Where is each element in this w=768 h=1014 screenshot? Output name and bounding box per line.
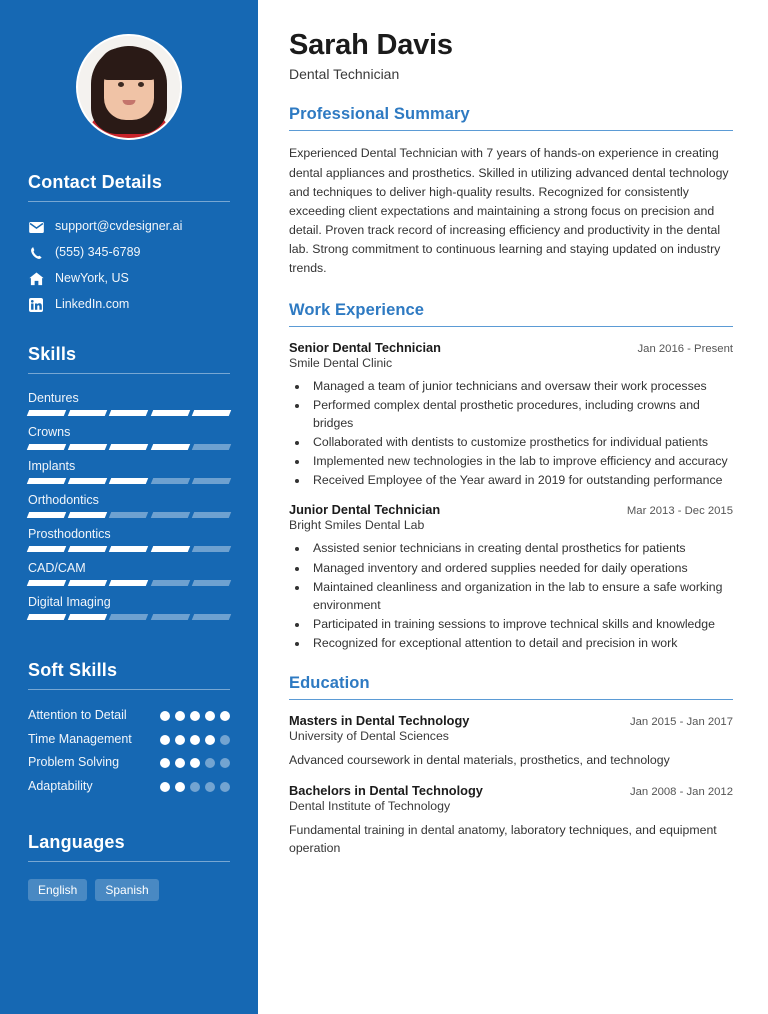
rating-dot	[220, 711, 230, 721]
skill-level-bar	[28, 444, 230, 450]
skill-level-bar	[28, 580, 230, 586]
rating-dot	[205, 735, 215, 745]
section-work-experience	[289, 301, 733, 652]
soft-skill-rating	[160, 707, 230, 721]
soft-skills-heading: Soft Skills	[28, 660, 118, 680]
skill-name: CAD/CAM	[28, 561, 86, 575]
education-entry	[289, 713, 733, 769]
soft-skill-item	[28, 707, 230, 724]
rating-dot	[175, 782, 185, 792]
list-item: • Recognized for exceptional attention to detail and precision in work	[309, 634, 733, 652]
avatar	[76, 34, 182, 140]
list-item: • Managed inventory and ordered supplies needed for daily operations	[309, 559, 733, 577]
rating-dot	[205, 758, 215, 768]
work-entry	[289, 502, 733, 651]
contact-phone-text: (555) 345-6789	[55, 245, 141, 260]
skill-segment	[68, 444, 108, 450]
page-title: Sarah Davis	[289, 29, 453, 61]
skill-segment	[150, 444, 190, 450]
skill-segment	[27, 580, 67, 586]
skill-segment	[192, 580, 232, 586]
skill-item	[28, 595, 230, 620]
job-title: Dental Technician	[289, 65, 400, 82]
education-entry-degree: Bachelors in Dental Technology	[289, 782, 483, 798]
education-entry-date: Jan 2015 - Jan 2017	[629, 716, 733, 729]
skill-item	[28, 561, 230, 586]
list-item: • Maintained cleanliness and organization in the lab to ensure a safe working environment	[309, 578, 733, 614]
skill-segment	[192, 410, 232, 416]
professional-summary-heading: Professional Summary	[289, 104, 470, 123]
section-education	[289, 674, 733, 858]
rating-dot	[190, 735, 200, 745]
work-entry	[289, 340, 733, 489]
rating-dot	[220, 782, 230, 792]
list-item: • Performed complex dental prosthetic procedures, including crowns and bridges	[309, 396, 733, 432]
skills-heading: Skills	[28, 344, 77, 364]
skill-segment	[27, 410, 67, 416]
main-content	[258, 0, 768, 1014]
skill-segment	[109, 580, 149, 586]
language-chip: English	[28, 879, 87, 901]
languages-divider	[28, 861, 230, 862]
skill-name: Dentures	[28, 391, 79, 405]
soft-skill-item	[28, 754, 230, 771]
skill-name: Digital Imaging	[28, 595, 111, 609]
contact-item-location[interactable]	[28, 271, 230, 287]
contact-linkedin-text: LinkedIn.com	[55, 297, 130, 312]
skill-level-bar	[28, 546, 230, 552]
skills-divider	[28, 373, 230, 374]
work-entry-header	[289, 340, 733, 355]
skill-segment	[150, 546, 190, 552]
rating-dot	[220, 758, 230, 768]
language-chip: Spanish	[95, 879, 158, 901]
linkedin-icon	[28, 297, 44, 313]
work-entry-bullets	[289, 539, 733, 651]
rating-dot	[160, 758, 170, 768]
list-item: • Managed a team of junior technicians and oversaw their work processes	[309, 377, 733, 395]
phone-icon	[28, 245, 44, 261]
rating-dot	[160, 711, 170, 721]
contact-list	[28, 219, 230, 313]
rating-dot	[175, 711, 185, 721]
contact-email-text: support@cvdesigner.ai	[55, 219, 183, 234]
work-entry-date: Mar 2013 - Dec 2015	[626, 505, 733, 518]
skill-segment	[150, 410, 190, 416]
work-entry-bullets	[289, 377, 733, 489]
skill-segment	[150, 614, 190, 620]
work-entry-header	[289, 502, 733, 517]
skill-segment	[27, 614, 67, 620]
education-entry-degree: Masters in Dental Technology	[289, 713, 470, 729]
skill-segment	[68, 580, 108, 586]
skill-level-bar	[28, 614, 230, 620]
skill-segment	[27, 478, 67, 484]
list-item: • Assisted senior technicians in creating dental prosthetics for patients	[309, 539, 733, 557]
contact-item-email[interactable]	[28, 219, 230, 235]
professional-summary-text: Experienced Dental Technician with 7 years of hands-on experience in creating dental appliances and prosthetics. Skilled in utilizing advanced dental technology and techniques to deliver high-quality results. Recognized for consistently exceeding client expectations and maintaining a strong focus on precision and detail. Proven track record of increasing efficiency and productivity in the dental lab. Strong commitment to continuous learning and staying updated on industry trends.	[289, 146, 729, 276]
skill-item	[28, 527, 230, 552]
skill-segment	[109, 546, 149, 552]
soft-skill-name: Adaptability	[28, 778, 93, 793]
skill-segment	[68, 478, 108, 484]
skill-level-bar	[28, 478, 230, 484]
skill-segment	[109, 614, 149, 620]
education-entry-school: University of Dental Sciences	[289, 729, 449, 744]
contact-item-phone[interactable]	[28, 245, 230, 261]
skill-segment	[150, 478, 190, 484]
rating-dot	[160, 782, 170, 792]
work-experience-heading: Work Experience	[289, 300, 425, 319]
skill-name: Orthodontics	[28, 493, 99, 507]
rating-dot	[190, 711, 200, 721]
education-entry-school: Dental Institute of Technology	[289, 798, 451, 813]
work-experience-divider	[289, 326, 733, 328]
soft-skill-item	[28, 731, 230, 748]
avatar-container	[28, 0, 230, 168]
work-experience-list	[289, 340, 733, 652]
education-divider	[289, 699, 733, 701]
skill-segment	[109, 478, 149, 484]
skill-segment	[150, 580, 190, 586]
contact-divider	[28, 201, 230, 202]
soft-skill-rating	[160, 731, 230, 745]
rating-dot	[190, 782, 200, 792]
skill-segment	[192, 512, 232, 518]
skill-item	[28, 425, 230, 450]
skill-segment	[109, 512, 149, 518]
skill-segment	[109, 444, 149, 450]
soft-skill-name: Problem Solving	[28, 755, 120, 769]
skill-segment	[150, 512, 190, 518]
education-list	[289, 713, 733, 857]
soft-skill-name: Time Management	[28, 731, 132, 746]
skill-segment	[68, 512, 108, 518]
work-entry-role: Junior Dental Technician	[289, 502, 441, 518]
skill-level-bar	[28, 410, 230, 416]
skill-item	[28, 493, 230, 518]
list-item: • Implemented new technologies in the lab to improve efficiency and accuracy	[309, 452, 733, 470]
sidebar	[0, 0, 258, 1014]
envelope-icon	[28, 219, 44, 235]
soft-skill-item	[28, 778, 230, 795]
skills-list	[28, 391, 230, 620]
soft-skill-rating	[160, 778, 230, 792]
skill-name: Prosthodontics	[28, 527, 111, 541]
languages-heading: Languages	[28, 832, 125, 852]
rating-dot	[175, 758, 185, 768]
list-item: • Received Employee of the Year award in 2019 for outstanding performance	[309, 471, 733, 489]
soft-skill-rating	[160, 754, 230, 768]
work-entry-role: Senior Dental Technician	[289, 340, 441, 356]
languages-list	[28, 879, 230, 901]
professional-summary-divider	[289, 130, 733, 132]
skill-name: Implants	[28, 459, 76, 473]
contact-location-text: NewYork, US	[55, 271, 129, 286]
soft-skills-divider	[28, 689, 230, 690]
skill-segment	[68, 546, 108, 552]
rating-dot	[175, 735, 185, 745]
skill-segment	[27, 512, 67, 518]
skill-segment	[192, 546, 232, 552]
education-entry-header	[289, 783, 733, 798]
skill-item	[28, 459, 230, 484]
work-entry-company: Bright Smiles Dental Lab	[289, 518, 425, 533]
education-entry-header	[289, 713, 733, 728]
skill-item	[28, 391, 230, 416]
rating-dot	[220, 735, 230, 745]
skill-segment	[68, 410, 108, 416]
work-entry-date: Jan 2016 - Present	[637, 343, 733, 356]
contact-item-linkedin[interactable]	[28, 297, 230, 313]
education-entry	[289, 783, 733, 858]
work-entry-company: Smile Dental Clinic	[289, 356, 393, 371]
education-entry-date: Jan 2008 - Jan 2012	[629, 785, 733, 798]
skill-segment	[192, 614, 232, 620]
section-professional-summary	[289, 105, 733, 279]
list-item: • Participated in training sessions to improve technical skills and knowledge	[309, 615, 733, 633]
skill-segment	[27, 546, 67, 552]
contact-details-heading: Contact Details	[28, 172, 163, 192]
list-item: • Collaborated with dentists to customize prosthetics for individual patients	[309, 433, 733, 451]
skill-segment	[109, 410, 149, 416]
skill-segment	[68, 614, 108, 620]
skill-level-bar	[28, 512, 230, 518]
skill-segment	[27, 444, 67, 450]
rating-dot	[160, 735, 170, 745]
education-entry-description: Fundamental training in dental anatomy, laboratory techniques, and equipment operation	[289, 822, 717, 856]
skill-segment	[192, 444, 232, 450]
soft-skills-list	[28, 707, 230, 794]
skill-segment	[192, 478, 232, 484]
education-entry-description: Advanced coursework in dental materials, prosthetics, and technology	[289, 753, 670, 768]
rating-dot	[190, 758, 200, 768]
home-icon	[28, 271, 44, 287]
skill-name: Crowns	[28, 425, 71, 439]
rating-dot	[205, 711, 215, 721]
rating-dot	[205, 782, 215, 792]
education-heading: Education	[289, 673, 370, 692]
soft-skill-name: Attention to Detail	[28, 708, 127, 722]
